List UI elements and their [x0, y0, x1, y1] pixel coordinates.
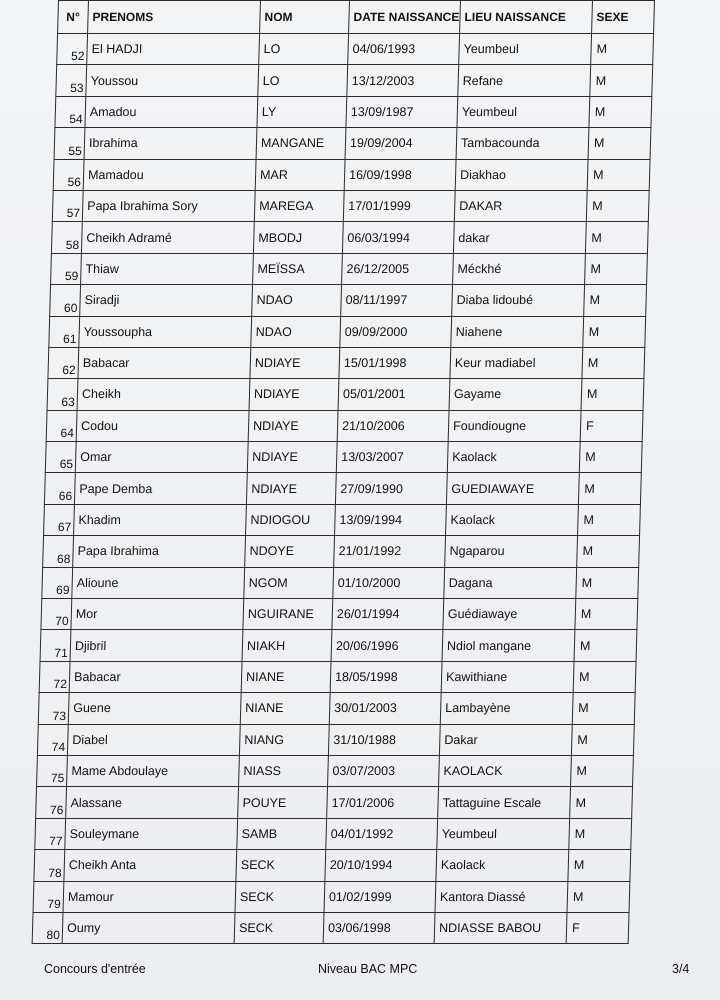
cell-nom: NIAKH — [242, 630, 332, 661]
cell-lieu: Ngaparou — [445, 536, 578, 567]
cell-lieu: Niahene — [451, 316, 584, 347]
cell-date: 26/01/1994 — [332, 599, 444, 630]
cell-date: 01/02/1999 — [324, 881, 436, 912]
cell-sexe: M — [583, 316, 646, 347]
cell-date: 17/01/1999 — [343, 190, 455, 221]
cell-prenoms: Pape Demba — [74, 473, 247, 504]
cell-nom: POUYE — [238, 787, 328, 818]
cell-sexe: M — [589, 96, 652, 127]
cell-sexe: M — [581, 379, 644, 410]
header-lieu: LIEU NAISSANCE — [460, 1, 593, 34]
cell-sexe: M — [584, 285, 647, 316]
cell-num: 52 — [57, 34, 88, 65]
table-row — [39, 661, 636, 692]
cell-nom: LY — [257, 96, 347, 127]
cell-lieu: Tattaguine Escale — [438, 787, 571, 818]
cell-sexe: F — [566, 912, 629, 943]
cell-num: 63 — [47, 379, 78, 410]
cell-lieu: Kaolack — [447, 442, 580, 473]
cell-sexe: M — [576, 567, 639, 598]
cell-prenoms: Khadim — [74, 504, 247, 535]
cell-date: 16/09/1998 — [344, 159, 456, 190]
cell-nom: NDIAYE — [250, 347, 340, 378]
cell-nom: MEÏSSA — [253, 253, 343, 284]
cell-date: 09/09/2000 — [340, 316, 452, 347]
cell-sexe: M — [588, 128, 651, 159]
cell-lieu: Kawithiane — [441, 661, 574, 692]
cell-nom: MAREGA — [254, 190, 344, 221]
cell-sexe: M — [569, 818, 632, 849]
cell-prenoms: Mame Abdoulaye — [67, 755, 240, 786]
cell-prenoms: Amadou — [85, 96, 258, 127]
cell-sexe: M — [567, 881, 630, 912]
cell-num: 56 — [53, 159, 84, 190]
table-row — [41, 599, 638, 630]
table-row — [55, 96, 652, 127]
cell-lieu: Méckhé — [453, 253, 586, 284]
cell-sexe: M — [587, 159, 650, 190]
table-row — [53, 159, 650, 190]
cell-date: 04/06/1993 — [348, 34, 460, 65]
table-row — [34, 850, 631, 881]
cell-date: 05/01/2001 — [338, 379, 450, 410]
cell-lieu: Ndiol mangane — [442, 630, 575, 661]
cell-sexe: M — [578, 473, 641, 504]
cell-lieu: Refane — [458, 65, 591, 96]
cell-sexe: M — [577, 536, 640, 567]
cell-sexe: M — [585, 222, 648, 253]
cell-num: 59 — [51, 253, 82, 284]
cell-nom: NDIAYE — [249, 379, 339, 410]
cell-nom: NDAO — [252, 285, 342, 316]
header-num: N° — [58, 1, 89, 34]
cell-prenoms: Diabel — [67, 724, 240, 755]
table-row — [46, 410, 643, 441]
cell-lieu: GUEDIAWAYE — [446, 473, 579, 504]
cell-nom: NDAO — [251, 316, 341, 347]
footer-page-number: 3/4 — [672, 962, 690, 976]
cell-lieu: Diakhao — [455, 159, 588, 190]
cell-lieu: Dagana — [444, 567, 577, 598]
table-row — [37, 724, 634, 755]
cell-prenoms: Omar — [75, 442, 248, 473]
cell-prenoms: Siradji — [80, 285, 253, 316]
cell-num: 78 — [34, 850, 65, 881]
cell-sexe: M — [575, 599, 638, 630]
cell-prenoms: Mor — [71, 599, 244, 630]
cell-lieu: Dakar — [439, 724, 572, 755]
cell-num: 65 — [45, 442, 76, 473]
cell-lieu: Yeumbeul — [459, 34, 592, 65]
cell-date: 31/10/1988 — [328, 724, 440, 755]
table-row — [36, 787, 633, 818]
table-row — [33, 881, 630, 912]
cell-prenoms: Thiaw — [81, 253, 254, 284]
cell-date: 15/01/1998 — [339, 347, 451, 378]
table-row — [32, 912, 629, 943]
cell-num: 76 — [36, 787, 67, 818]
cell-sexe: M — [570, 787, 633, 818]
cell-nom: NIANG — [239, 724, 329, 755]
cell-nom: SAMB — [237, 818, 327, 849]
cell-prenoms: Youssoupha — [79, 316, 252, 347]
cell-prenoms: Djibril — [70, 630, 243, 661]
cell-sexe: M — [571, 755, 634, 786]
cell-nom: MAR — [255, 159, 345, 190]
cell-date: 13/03/2007 — [336, 442, 448, 473]
cell-lieu: Diaba lidoubé — [452, 285, 585, 316]
cell-sexe: M — [590, 65, 653, 96]
cell-date: 20/06/1996 — [331, 630, 443, 661]
cell-nom: SECK — [235, 881, 325, 912]
cell-nom: NIASS — [239, 755, 329, 786]
cell-prenoms: Ibrahima — [84, 128, 257, 159]
cell-sexe: M — [591, 34, 654, 65]
table-row — [48, 347, 645, 378]
table-row — [51, 222, 648, 253]
cell-nom: MBODJ — [253, 222, 343, 253]
table-row — [45, 442, 642, 473]
footer-level: Niveau BAC MPC — [318, 962, 418, 976]
cell-sexe: M — [586, 190, 649, 221]
table-row — [42, 567, 639, 598]
cell-nom: NGOM — [244, 567, 334, 598]
cell-prenoms: Alassane — [66, 787, 239, 818]
cell-date: 13/09/1994 — [335, 504, 447, 535]
cell-date: 26/12/2005 — [342, 253, 454, 284]
cell-date: 21/01/1992 — [334, 536, 446, 567]
cell-date: 04/01/1992 — [326, 818, 438, 849]
header-sexe: SEXE — [592, 1, 655, 34]
cell-sexe: M — [585, 253, 648, 284]
cell-prenoms: Cheikh Adramé — [81, 222, 254, 253]
cell-prenoms: Mamour — [63, 881, 236, 912]
cell-prenoms: Papa Ibrahima Sory — [82, 190, 255, 221]
cell-date: 21/10/2006 — [337, 410, 449, 441]
table-row — [54, 128, 651, 159]
cell-num: 62 — [48, 347, 79, 378]
footer-exam-title: Concours d'entrée — [44, 962, 146, 976]
table-row — [43, 536, 640, 567]
table-row — [44, 504, 641, 535]
cell-prenoms: Babacar — [78, 347, 251, 378]
cell-nom: NGUIRANE — [243, 599, 333, 630]
table-row — [51, 253, 648, 284]
table-row — [35, 818, 632, 849]
header-prenoms: PRENOMS — [88, 1, 261, 34]
cell-sexe: M — [582, 347, 645, 378]
cell-num: 58 — [51, 222, 82, 253]
cell-nom: NIANE — [241, 661, 331, 692]
cell-num: 68 — [43, 536, 74, 567]
cell-num: 64 — [46, 410, 77, 441]
cell-num: 79 — [33, 881, 64, 912]
table-row — [52, 190, 649, 221]
cell-num: 57 — [52, 190, 83, 221]
candidates-table-wrapper — [32, 0, 648, 944]
cell-prenoms: Oumy — [62, 912, 235, 943]
cell-date: 08/11/1997 — [341, 285, 453, 316]
cell-num: 75 — [37, 755, 68, 786]
cell-num: 69 — [42, 567, 73, 598]
cell-lieu: Guédiawaye — [443, 599, 576, 630]
table-row — [38, 693, 635, 724]
cell-prenoms: Cheikh Anta — [64, 850, 237, 881]
candidates-table — [32, 0, 655, 944]
cell-num: 77 — [35, 818, 66, 849]
table-row — [49, 316, 646, 347]
table-body — [32, 34, 653, 944]
cell-num: 70 — [41, 599, 72, 630]
cell-date: 13/12/2003 — [347, 65, 459, 96]
cell-nom: NDIAYE — [246, 473, 336, 504]
cell-sexe: M — [573, 661, 636, 692]
cell-date: 27/09/1990 — [335, 473, 447, 504]
cell-lieu: Yeumbeul — [437, 818, 570, 849]
cell-prenoms: Alioune — [72, 567, 245, 598]
cell-num: 53 — [56, 65, 87, 96]
cell-date: 01/10/2000 — [333, 567, 445, 598]
cell-date: 03/07/2003 — [328, 755, 440, 786]
cell-prenoms: Codou — [76, 410, 249, 441]
cell-sexe: F — [580, 410, 643, 441]
cell-lieu: Gayame — [449, 379, 582, 410]
cell-lieu: NDIASSE BABOU — [434, 912, 567, 943]
cell-nom: NIANE — [240, 693, 330, 724]
cell-sexe: M — [568, 850, 631, 881]
cell-nom: LO — [259, 34, 349, 65]
cell-num: 55 — [54, 128, 85, 159]
cell-lieu: Foundiougne — [448, 410, 581, 441]
cell-lieu: KAOLACK — [439, 755, 572, 786]
cell-num: 72 — [39, 661, 70, 692]
cell-num: 80 — [32, 912, 63, 943]
table-row — [50, 285, 647, 316]
cell-lieu: Lambayène — [440, 693, 573, 724]
cell-lieu: Yeumbeul — [457, 96, 590, 127]
table-row — [37, 755, 634, 786]
cell-prenoms: Mamadou — [83, 159, 256, 190]
cell-num: 71 — [40, 630, 71, 661]
cell-lieu: Keur madiabel — [450, 347, 583, 378]
cell-nom: NDIOGOU — [246, 504, 336, 535]
cell-date: 20/10/1994 — [325, 850, 437, 881]
cell-sexe: M — [571, 724, 634, 755]
cell-nom: NDIAYE — [247, 442, 337, 473]
cell-date: 06/03/1994 — [342, 222, 454, 253]
table-row — [47, 379, 644, 410]
cell-lieu: Kaolack — [446, 504, 579, 535]
cell-lieu: dakar — [453, 222, 586, 253]
cell-num: 61 — [49, 316, 80, 347]
table-row — [57, 34, 654, 65]
cell-nom: SECK — [236, 850, 326, 881]
cell-prenoms: El HADJI — [87, 34, 260, 65]
cell-prenoms: Youssou — [86, 65, 259, 96]
header-nom: NOM — [260, 1, 350, 34]
cell-date: 13/09/1987 — [346, 96, 458, 127]
cell-num: 67 — [44, 504, 75, 535]
cell-sexe: M — [572, 693, 635, 724]
table-row — [44, 473, 641, 504]
cell-num: 60 — [50, 285, 81, 316]
cell-date: 18/05/1998 — [330, 661, 442, 692]
cell-num: 54 — [55, 96, 86, 127]
cell-lieu: Kantora Diassé — [435, 881, 568, 912]
table-header-row — [58, 1, 655, 34]
cell-date: 30/01/2003 — [329, 693, 441, 724]
cell-prenoms: Cheikh — [77, 379, 250, 410]
cell-prenoms: Papa Ibrahima — [73, 536, 246, 567]
cell-lieu: Tambacounda — [456, 128, 589, 159]
cell-nom: LO — [258, 65, 348, 96]
cell-date: 03/06/1998 — [323, 912, 435, 943]
cell-lieu: DAKAR — [454, 190, 587, 221]
cell-nom: NDOYE — [245, 536, 335, 567]
cell-num: 66 — [44, 473, 75, 504]
cell-num: 74 — [37, 724, 68, 755]
cell-prenoms: Guene — [68, 693, 241, 724]
cell-prenoms: Babacar — [69, 661, 242, 692]
cell-num: 73 — [38, 693, 69, 724]
cell-sexe: M — [578, 504, 641, 535]
table-row — [56, 65, 653, 96]
header-date: DATE NAISSANCE — [349, 1, 461, 34]
cell-nom: SECK — [234, 912, 324, 943]
cell-date: 19/09/2004 — [345, 128, 457, 159]
cell-date: 17/01/2006 — [327, 787, 439, 818]
table-row — [40, 630, 637, 661]
cell-lieu: Kaolack — [436, 850, 569, 881]
cell-sexe: M — [574, 630, 637, 661]
cell-nom: MANGANE — [256, 128, 346, 159]
cell-nom: NDIAYE — [248, 410, 338, 441]
cell-prenoms: Souleymane — [65, 818, 238, 849]
cell-sexe: M — [579, 442, 642, 473]
